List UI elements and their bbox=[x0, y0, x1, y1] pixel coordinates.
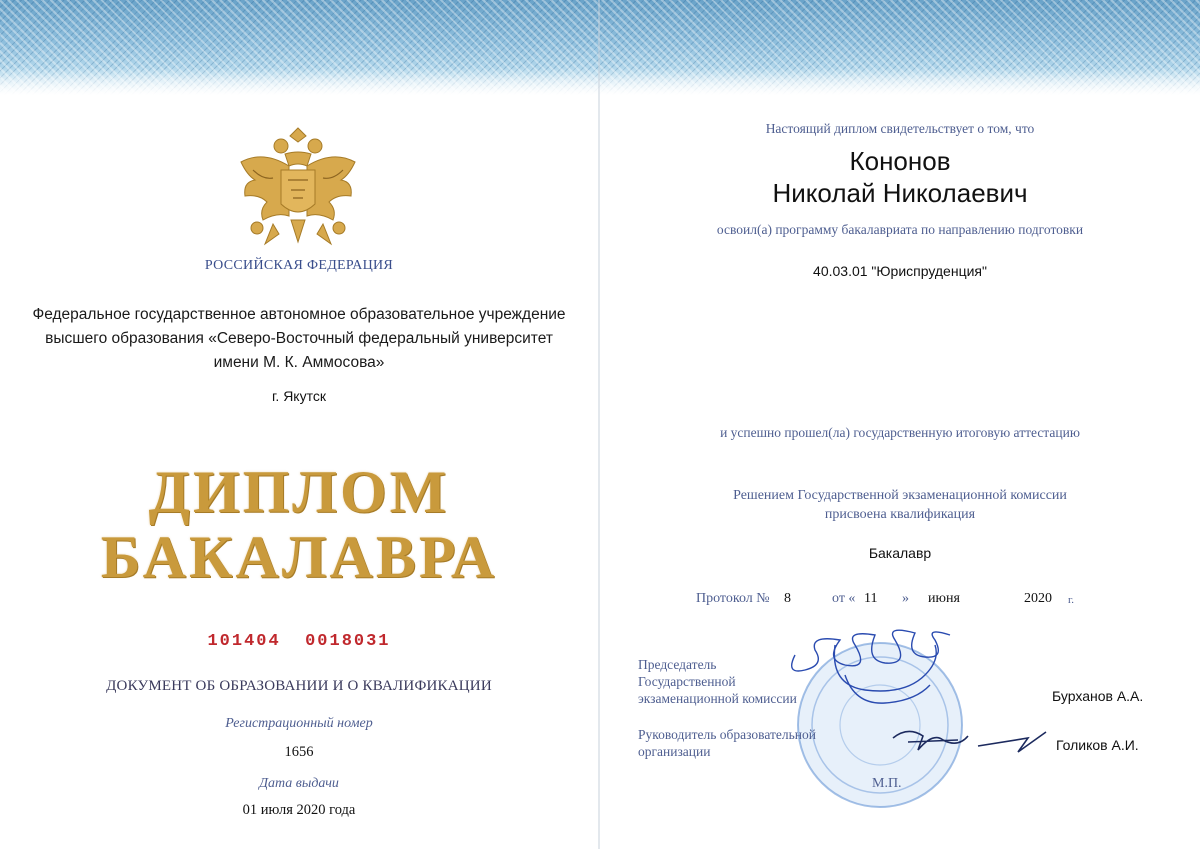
right-page bbox=[600, 0, 1200, 849]
institution-line-3: имени М. К. Аммосова» bbox=[213, 354, 385, 371]
protocol-year: 2020 bbox=[1024, 591, 1052, 606]
seal-mark: М.П. bbox=[872, 776, 902, 791]
protocol-close-quote: » bbox=[902, 591, 909, 606]
diploma-title-line-1: ДИПЛОМ bbox=[148, 459, 450, 525]
protocol-day: 11 bbox=[864, 591, 878, 606]
certifies-text: Настоящий диплом свидетельствует о том, что bbox=[765, 121, 1035, 136]
attestation-text: и успешно прошел(ла) государственную итоговую аттестацию bbox=[720, 425, 1080, 440]
protocol-year-suffix: г. bbox=[1068, 594, 1075, 606]
head-label-line-2: организации bbox=[638, 744, 711, 759]
head-name: Голиков А.И. bbox=[1056, 737, 1139, 753]
institution-line-2: высшего образования «Северо-Восточный федеральный университет bbox=[45, 330, 553, 347]
chair-label-line-3: экзаменационной комиссии bbox=[638, 691, 797, 706]
registration-number: 1656 bbox=[284, 744, 314, 760]
chair-label bbox=[638, 656, 797, 707]
issue-date-label: Дата выдачи bbox=[259, 776, 339, 791]
chair-name: Бурханов А.А. bbox=[1052, 688, 1144, 704]
registration-number-label: Регистрационный номер bbox=[225, 716, 373, 731]
graduate-first-names: Николай Николаевич bbox=[772, 178, 1028, 208]
chair-label-line-1: Председатель bbox=[638, 657, 717, 672]
head-label bbox=[638, 726, 816, 760]
commission-decision bbox=[600, 486, 1200, 524]
institution-line-1: Федеральное государственное автономное образовательное учреждение bbox=[32, 306, 566, 323]
protocol-from: от « bbox=[832, 591, 856, 606]
graduate-last-name: Кононов bbox=[849, 146, 951, 176]
protocol-label: Протокол № bbox=[696, 591, 770, 606]
protocol-month: июня bbox=[928, 591, 960, 606]
city: г. Якутск bbox=[272, 388, 326, 404]
chair-label-line-2: Государственной bbox=[638, 674, 736, 689]
country-name: РОССИЙСКАЯ ФЕДЕРАЦИЯ bbox=[204, 258, 394, 273]
program-code: 40.03.01 "Юриспруденция" bbox=[813, 263, 987, 279]
diploma-serial-number: 101404 0018031 bbox=[207, 632, 391, 651]
rector-signature-icon bbox=[888, 718, 1048, 758]
institution-name bbox=[0, 303, 598, 375]
decision-line-1: Решением Государственной экзаменационной комиссии bbox=[733, 488, 1067, 503]
issue-date: 01 июля 2020 года bbox=[242, 802, 356, 818]
qualification: Бакалавр bbox=[868, 545, 932, 561]
document-type: ДОКУМЕНТ ОБ ОБРАЗОВАНИИ И О КВАЛИФИКАЦИИ bbox=[106, 678, 492, 694]
mastered-program-text: освоил(а) программу бакалавриата по направлению подготовки bbox=[716, 222, 1084, 237]
decision-line-2: присвоена квалификация bbox=[824, 507, 976, 522]
head-label-line-1: Руководитель образовательной bbox=[638, 727, 816, 742]
protocol-number: 8 bbox=[784, 591, 791, 606]
russian-coat-of-arms-icon bbox=[233, 120, 363, 255]
diploma-title-line-2: БАКАЛАВРА bbox=[100, 524, 498, 590]
left-page bbox=[0, 0, 598, 849]
